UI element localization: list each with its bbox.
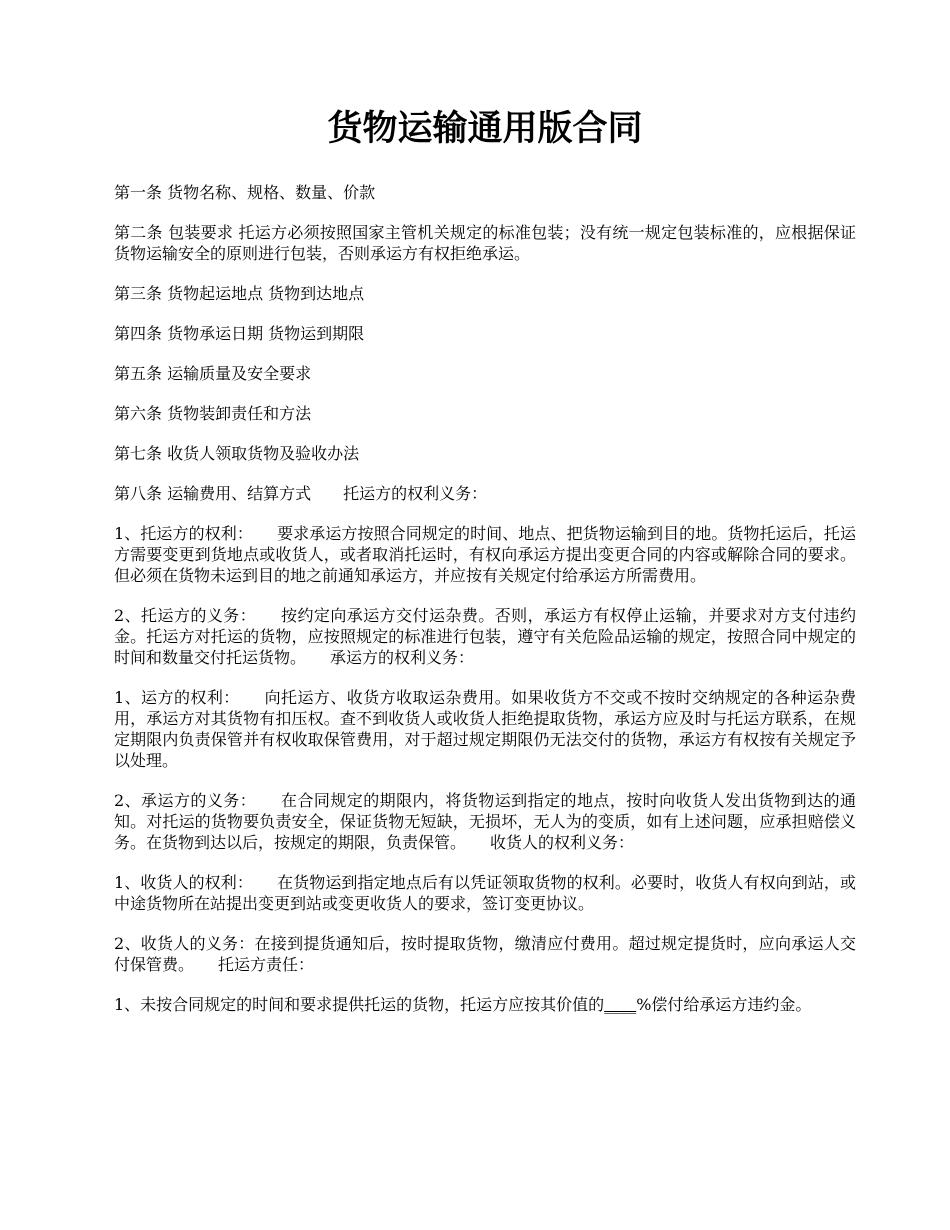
document-title: 货物运输通用版合同	[327, 108, 643, 149]
percentage-blank: ____	[604, 995, 637, 1014]
shipper-obligations: 2、托运方的义务： 按约定向承运方交付运杂费。否则，承运方有权停止运输，并要求对方支付违约金。托运方对托运的货物，应按照规定的标准进行包装，遵守有关危险品运输的规定，按照合同中规定的时间和数量交付托运货物。 承运方的权利义务：	[114, 606, 856, 667]
clause-6: 第六条 货物装卸责任和方法	[114, 404, 312, 423]
clause-4: 第四条 货物承运日期 货物运到期限	[114, 324, 365, 343]
consignee-rights: 1、收货人的权利： 在货物运到指定地点后有以凭证领取货物的权利。必要时，收货人有权向到站，或中途货物所在站提出变更到站或变更收货人的要求，签订变更协议。	[114, 873, 856, 913]
consignee-obligations: 2、收货人的义务：在接到提货通知后，按时提取货物，缴清应付费用。超过规定提货时，应向承运人交付保管费。 托运方责任：	[114, 934, 856, 974]
liability-text-before: 1、未按合同规定的时间和要求提供托运的货物，托运方应按其价值的	[114, 995, 605, 1014]
clause-1: 第一条 货物名称、规格、数量、价款	[114, 183, 376, 202]
clause-3: 第三条 货物起运地点 货物到达地点	[114, 284, 365, 303]
clause-2: 第二条 包装要求 托运方必须按照国家主管机关规定的标准包装；没有统一规定包装标准的，应根据保证货物运输安全的原则进行包装，否则承运方有权拒绝承运。	[114, 223, 856, 263]
clause-7: 第七条 收货人领取货物及验收办法	[114, 444, 360, 463]
clause-5: 第五条 运输质量及安全要求	[114, 364, 312, 383]
carrier-obligations: 2、承运方的义务： 在合同规定的期限内，将货物运到指定的地点，按时向收货人发出货物到达的通知。对托运的货物要负责安全，保证货物无短缺，无损坏，无人为的变质，如有上述问题，应承担赔偿义务。在货物到达以后，按规定的期限，负责保管。 收货人的权利义务：	[114, 791, 856, 852]
document-page	[114, 108, 856, 1034]
shipper-liability-1	[114, 994, 856, 1015]
liability-text-after: %偿付给承运方违约金。	[636, 995, 812, 1014]
clause-8: 第八条 运输费用、结算方式 托运方的权利义务：	[114, 484, 488, 503]
carrier-rights: 1、运方的权利： 向托运方、收货方收取运杂费用。如果收货方不交或不按时交纳规定的各种运杂费用，承运方对其货物有扣压权。查不到收货人或收货人拒绝提取货物，承运方应及时与托运方联系，在规定期限内负责保管并有权收取保管费用，对于超过规定期限仍无法交付的货物，承运方有权按有关规定予以处理。	[114, 688, 856, 770]
shipper-rights: 1、托运方的权利： 要求承运方按照合同规定的时间、地点、把货物运输到目的地。货物托运后，托运方需要变更到货地点或收货人，或者取消托运时，有权向承运方提出变更合同的内容或解除合同的要求。但必须在货物未运到目的地之前通知承运方，并应按有关规定付给承运方所需费用。	[114, 524, 856, 585]
